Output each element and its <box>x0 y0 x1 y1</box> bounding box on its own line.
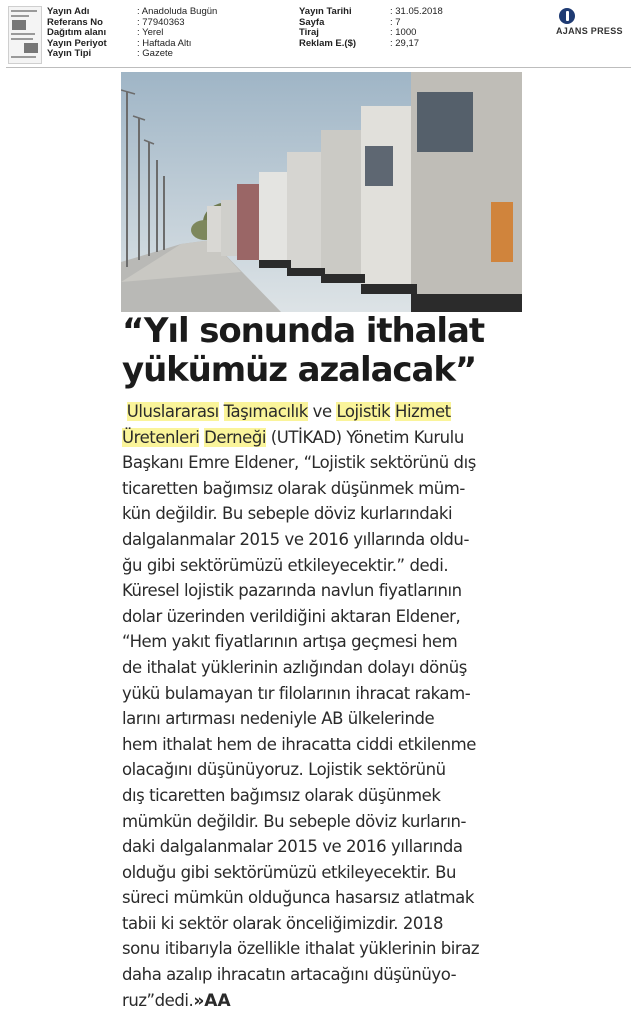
body-text: daha azalıp ihracatın artacağını düşünüyo- <box>122 965 457 985</box>
body-line <box>122 655 532 681</box>
newspaper-thumbnail-icon <box>8 6 42 64</box>
body-line <box>122 578 532 604</box>
body-line <box>122 834 532 860</box>
article-photo <box>121 72 522 312</box>
body-text: ruz”dedi. <box>122 990 194 1010</box>
body-text: kün değildir. Bu sebeple döviz kurlarındaki <box>122 504 453 524</box>
meta-value: : Haftada Altı <box>137 37 192 49</box>
body-line <box>122 885 532 911</box>
body-line <box>122 706 532 732</box>
body-line <box>122 629 532 655</box>
body-text: sonu itibarıyla özellikle ithalat yüklerinin biraz <box>122 939 480 959</box>
body-line <box>122 501 532 527</box>
aa-signature: »AA <box>193 990 231 1011</box>
body-text: olduğu gibi sektörümüzü etkileyecektir. Bu <box>122 862 457 882</box>
meta-row <box>299 39 443 50</box>
body-text: daki dalgalanmalar 2015 ve 2016 yıllarında <box>122 837 463 857</box>
article-body <box>122 399 532 1013</box>
body-line <box>122 450 532 476</box>
highlighted-keyword: Uluslararası <box>126 402 219 421</box>
body-line <box>122 681 532 707</box>
body-line <box>122 604 532 630</box>
body-line <box>122 425 532 451</box>
meta-row <box>299 7 443 18</box>
body-text: (UTİKAD) Yönetim Kurulu <box>266 427 464 447</box>
body-line <box>122 860 532 886</box>
body-line <box>122 911 532 937</box>
body-text: dalgalanmalar 2015 ve 2016 yıllarında oldu- <box>122 529 469 549</box>
highlighted-keyword: Hizmet <box>395 402 451 421</box>
highlighted-keyword: Derneği <box>204 427 267 447</box>
meta-value: : 7 <box>390 16 401 28</box>
body-line <box>122 527 532 553</box>
meta-value: : Yerel <box>137 27 164 39</box>
meta-row <box>299 18 443 29</box>
article-headline <box>122 312 532 390</box>
body-line <box>122 936 532 962</box>
highlighted-keyword: Üretenleri <box>122 427 200 447</box>
meta-value: : 31.05.2018 <box>390 6 443 17</box>
meta-value: : 77940363 <box>137 16 185 28</box>
body-text: Küresel lojistik pazarında navlun fiyatlarının <box>122 581 462 601</box>
logo-text: AJANS PRESS <box>556 26 623 36</box>
body-line <box>122 988 532 1014</box>
highlighted-keyword: Lojistik <box>336 402 391 421</box>
body-line <box>122 399 532 425</box>
ajans-press-logo <box>556 8 632 40</box>
headline-line: “Yıl sonunda ithalat <box>122 311 484 351</box>
body-text: de ithalat yüklerinin azlığından dolayı dönüş <box>122 657 467 677</box>
meta-label: Yayın Tipi <box>47 48 92 60</box>
meta-value: : Gazete <box>137 48 173 60</box>
body-text: ğu gibi sektörümüzü etkileyecektir.” dedi. <box>122 555 449 575</box>
publication-meta-left <box>47 7 217 60</box>
meta-label: Yayın Periyot <box>47 37 107 49</box>
meta-row <box>47 49 217 60</box>
body-text: ve <box>307 402 337 421</box>
meta-label: Dağıtım alanı <box>47 27 107 39</box>
body-line <box>122 757 532 783</box>
meta-label: Reklam E.($) <box>299 37 357 49</box>
body-line <box>122 553 532 579</box>
header-divider <box>6 67 631 68</box>
headline-line: yükümüz azalacak” <box>122 350 477 390</box>
publication-meta-right <box>299 7 443 49</box>
highlighted-keyword: Taşımacılık <box>223 402 308 421</box>
clipping-header <box>0 0 637 68</box>
meta-value: : 1000 <box>390 27 417 39</box>
meta-label: Referans No <box>47 16 103 28</box>
body-text: Başkanı Emre Eldener, “Lojistik sektörünü dış <box>122 453 476 473</box>
body-text: süreci mümkün olduğunca hasarsız atlatmak <box>122 888 474 908</box>
body-text: hem ithalat hem de ihracatta ciddi etkilenme <box>122 734 476 754</box>
body-text: larını artırması nedeniyle AB ülkelerinde <box>122 709 435 729</box>
body-text: yükü bulamayan tır filolarının ihracat rakam- <box>122 683 471 703</box>
meta-value: : Anadoluda Bugün <box>137 6 218 17</box>
ajans-press-logo-icon <box>559 8 575 24</box>
body-text: mümkün değildir. Bu sebeple döviz kurların- <box>122 811 466 831</box>
body-text: tabii ki sektör olarak önceliğimizdir. 2018 <box>122 913 444 933</box>
meta-label: Yayın Tarihi <box>299 6 352 17</box>
body-text: “Hem yakıt fiyatlarının artışa geçmesi hem <box>122 632 458 652</box>
body-line <box>122 476 532 502</box>
meta-label: Sayfa <box>299 16 325 28</box>
meta-label: Yayın Adı <box>47 6 90 17</box>
meta-value: : 29,17 <box>390 37 420 49</box>
body-text <box>219 402 224 421</box>
body-text: ticaretten bağımsız olarak düşünmek müm- <box>122 478 465 498</box>
body-line <box>122 809 532 835</box>
body-text: olacağını düşünüyoruz. Lojistik sektörünü <box>122 760 446 780</box>
body-line <box>122 962 532 988</box>
body-line <box>122 783 532 809</box>
meta-label: Tiraj <box>299 27 319 39</box>
meta-row <box>47 7 217 18</box>
body-text: dış ticaretten bağımsız olarak düşünmek <box>122 785 441 805</box>
body-text: dolar üzerinden verildiğini aktaran Eldener, <box>122 606 461 626</box>
body-line <box>122 732 532 758</box>
